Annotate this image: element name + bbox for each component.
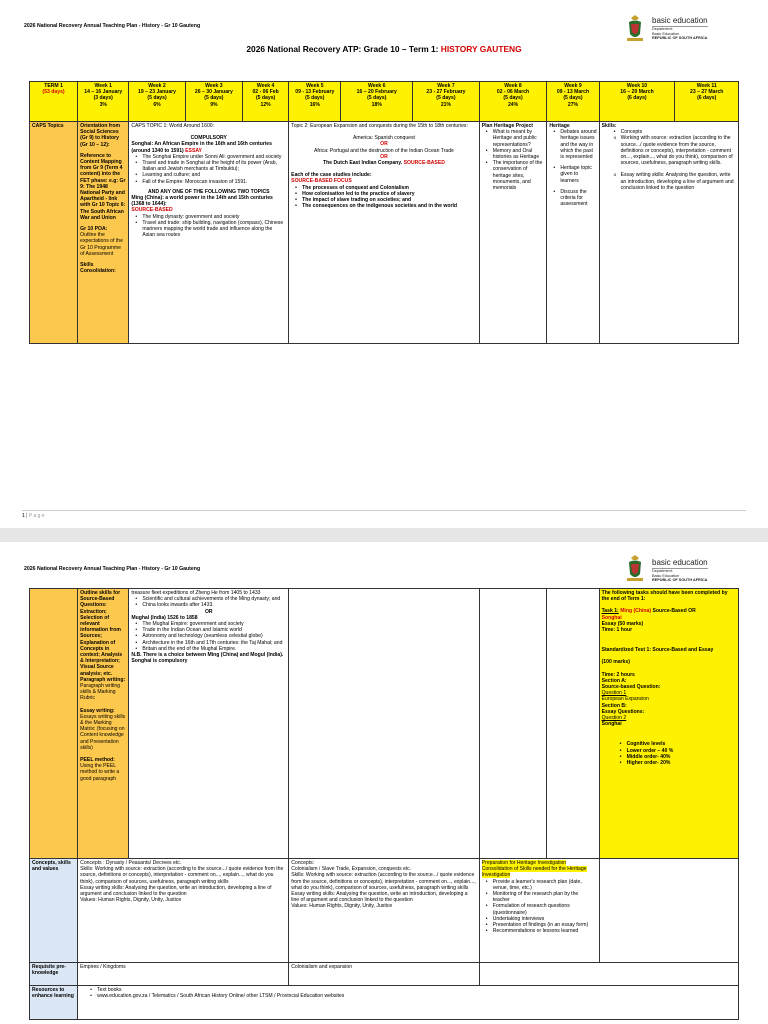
concepts-heading: Concepts: [291,860,315,866]
tasks-intro: The following tasks should have been completed by the end of Term 1: [601,590,728,603]
list-item: • www.education.gov.za / Telematics / South African History Online/ other LTSM / Provincial Education websites [86,993,736,999]
week-header: Week 7 23 - 27 February (5 days) 21% [413,82,480,122]
week-header: Week 10 16 – 20 March (6 days) [599,82,675,122]
heritage-prep-cell [479,859,599,963]
source-based-question: Source-based Question: [601,684,661,691]
list-item: • The consequences on the indigenous societies and in the world [291,203,477,209]
standardized-test: Standardized Test 1: Source-Based and Essay [601,647,714,654]
term-cell [30,82,78,122]
case-studies-label: Each of the case studies include: [291,172,372,179]
time-text: Time: 1 hour [601,627,633,634]
atp-table-term1-continued [29,588,739,1020]
essay-heading: Essay writing: [80,707,115,714]
essay-skills-text: Essay writing skills: Analysing the question, write an introduction, developing a line of argument and conclusion linked to the question [291,891,468,904]
footer-separator: | [24,513,29,519]
section-b: Section B: [601,702,627,709]
list-item: • China looks inwards after 1433. [131,602,286,608]
list-item: • Debates around heritage issues and the way in which the past is represented [549,129,596,160]
list-item: • Learning and culture; and [131,172,286,178]
list-item: • Text books [86,987,736,993]
week-header: Week 4 02 - 06 Feb (5 days) 12% [243,82,289,122]
list-item: • Discuss the criteria for assessment [549,189,596,208]
list-item: • Heritage topic given to learners [549,165,596,184]
orientation-text: Orientation from Social Sciences (Gr 9) to History (Gr 10 – 12): [80,123,121,148]
prep-heading: Preparation for Heritage Investigation [481,860,567,866]
empty-cell [547,589,599,859]
list-item: • The processes of conquest and Colonialism [291,185,477,191]
songhai-list [131,154,286,185]
list-item: • The Ming dynasty: government and society [131,214,286,220]
heritage-plan-heading: Plan Heritage Project [481,123,533,129]
list-item: • Monitoring of the research plan by the teacher [482,891,597,903]
heritage-plan-cell [479,122,547,344]
heritage-list [549,129,596,207]
ming-list [131,214,286,239]
africa-option: Africa: Portugal and the destruction of the Indian Ocean Trade [314,147,454,154]
songhai-heading: Songhai: An African Empire in the 16th and 16th centuries (around 1340 to 1591) [131,141,272,154]
topic1-cell [129,122,289,344]
list-item: • Cognitive levels [616,741,736,747]
document-title [0,44,768,54]
list-item: • The impact of slave trading on societies; and [291,197,477,203]
concepts-cell-2 [289,859,480,963]
atp-table-term1 [29,81,739,344]
nb-note: N.B. There is a choice between Ming (China) and Mogul (India). Songhai is compulsory [131,652,284,665]
coat-of-arms-icon [624,14,646,44]
resources-list [80,987,736,999]
caps-topics-label: CAPS Topics [30,122,78,344]
empty-topic2-cell [289,589,480,859]
empty-cell [479,963,738,986]
logo-sub: Basic Education [652,573,680,578]
page-number: 1 [22,513,25,519]
concepts-text: Concepts : Dynasty / Peasants/ Decrees etc. [80,860,182,866]
heritage-plan-list [482,129,545,191]
week-header: Week 11 23 – 27 March (6 days) [675,82,739,122]
list-item: • Middle order- 40% [616,754,736,760]
title-red: HISTORY GAUTENG [440,44,522,54]
list-item: • Scientific and cultural achievements of the Ming dynasty; and [131,596,286,602]
title-main: 2026 National Recovery ATP: Grade 10 – Term 1: [246,44,441,54]
running-header: 2026 National Recovery Annual Teaching Plan - History - Gr 10 Gauteng [24,23,201,29]
logo-sub: Department: [652,27,673,31]
essay-questions: Essay Questions: [601,708,645,715]
paragraph-text: Paragraph writing skills & Marking Rubric [80,683,121,702]
european-expansion: European Expansion [601,696,649,703]
skills-text: Skills: Working with source: extraction (according to the source.../ quote evidence from the source, definitions or concepts), interpretation - comment on..., explain..., what do you think), comparison of sources, usefulness, paragraph writing skills [80,866,284,885]
heritage-cell [547,122,599,344]
list-item: • Formulation of research questions (questionnaire) [482,903,597,915]
list-item: • Higher order- 20% [616,760,736,766]
resources-label: Resources to enhance learning [30,986,78,1020]
time-text: Time: 2 hours [601,671,635,678]
ming-heading: Ming (China): a world power in the 14th and 15th centuries (1368 to 1644): [131,195,273,208]
topic1-heading: CAPS TOPIC 1: World Around 1600: [131,123,215,129]
tasks-cell [599,589,738,859]
source-based-focus: SOURCE-BASED FOCUS [291,178,352,185]
marks-text: (100 marks) [601,659,630,666]
task1-label: Task 1: [601,608,619,615]
mughal-list [131,621,286,652]
prereq-cell-2: Colonialism and expansion [289,963,480,986]
peel-heading: PEEL method: [80,757,115,764]
week-header: Week 9 09 - 13 March (5 days) 27% [547,82,599,122]
skills-outline-cell [78,589,129,859]
empty-cell [599,859,738,963]
values-text: Values: Human Rights, Dignity, Unity, Justice [80,897,182,904]
poa-heading: Gr 10 POA: [80,226,108,233]
prereq-label: Requisite pre-knowledge [30,963,78,986]
list-item: • Architecture in the 16th and 17th centuries: the Taj Mahal; and [131,640,286,646]
list-item: • Astronomy and technology (seamless celestial globe) [131,633,286,639]
list-item: • Trade in the Indian Ocean and Islamic world [131,627,286,633]
term-days: (53 days) [42,89,65,96]
essay-text: Essays writing skills & the Marking Matrix: (focusing on Content knowledge and Presentation skills) [80,713,126,751]
ming-tag: Ming (China) [620,608,652,615]
or-label: OR [204,608,213,615]
concepts-text: Colonialism / Slave Trade, Expansion, conquests etc. [291,866,412,873]
list-item: • Undertaking interviews [482,916,597,922]
week-header: Week 5 09 - 13 February (5 days) 16% [289,82,341,122]
list-item: • Concepts [610,129,736,135]
prereq-cell-1: Empires / Kingdoms [78,963,289,986]
skills-cell [599,122,738,344]
coat-of-arms-icon [624,554,646,584]
logo-sub: Department: [652,569,673,573]
values-text: Values: Human Rights, Dignity, Unity, Justice [291,903,393,910]
page-footer [22,513,45,519]
source-based-tag: SOURCE-BASED [131,207,173,214]
department-logo-text [652,558,708,583]
week-header: Week 8 02 - 06 March (5 days) 24% [479,82,547,122]
skills-sublist [602,135,736,191]
list-item: • The importance of the conservation of heritage sites, monuments, and memorials [482,160,545,191]
list-item: • The Mughal Empire: government and society [131,621,286,627]
orientation-cell [78,122,129,344]
essay-tag: ESSAY [185,147,202,154]
section-a: Section A: [601,677,627,684]
topic2-cell [289,122,480,344]
logo-main: basic education [652,16,708,25]
ming-mughal-cell [129,589,289,859]
poa-text: Outline the expectations of the Gr 10 Programme of Assessment [80,232,123,257]
week-header: Week 2 19 – 23 January (5 days) 6% [129,82,185,122]
week-header: Week 1 14 – 16 January (3 days) 3% [78,82,129,122]
list-item: • Memory and Oral histories as Heritage [482,148,545,160]
cognitive-levels-list [602,741,736,766]
or-label: OR [380,153,388,160]
footer-label: P a g e [28,513,45,519]
running-header: 2026 National Recovery Annual Teaching Plan - History - Gr 10 Gauteng [24,566,201,572]
songhai-text: Songhai [601,721,622,728]
list-item: o Essay writing skills: Analysing the question, write an introduction, developing a line of argument and conclusion linked to the question [610,172,736,191]
source-skills-text: Outline skills for Source-Based Questions: Extraction; Selection of relevant information from Sources; Explanation of Concepts in context; Analysis & Interpretation; Visual Source analysis; etc. [80,590,123,677]
department-logo-text [652,16,708,41]
sb-or-text: Source-Based OR [652,608,696,615]
list-item: • Britain and the end of the Mughal Empire. [131,646,286,652]
ming-cont-list [131,596,286,608]
dutch-option: The Dutch East Indian Company. [323,160,403,167]
footer-rule [22,510,746,511]
list-item: • Lower order – 40 % [616,748,736,754]
skills-consolidation: Skills Consolidation: [80,262,116,275]
concepts-label: Concepts, skills and values [30,859,78,963]
prep-list [482,879,597,935]
list-item: • Recommendations or lessons learned [482,928,597,934]
resources-cell [78,986,739,1020]
heritage-heading: Heritage [549,123,570,129]
skills-text: Skills: Working with source: extraction (according to the source.../ quote evidence from the source, definitions or concepts), interpretation - comment on..., explain..., what do you think), comparison of sources, usefulness, paragraph writing skills [291,872,476,891]
songhai-tag: Songhai [601,614,622,621]
empty-cell [479,589,547,859]
peel-text: Using the PEEL method to write a good paragraph [80,763,120,782]
source-based-tag: SOURCE-BASED [403,160,445,167]
any-one-label: AND ANY ONE OF THE FOLLOWING TWO TOPICS [147,188,270,195]
logo-sub: Basic Education [652,31,680,36]
list-item: • Travel and trade: ship building, navigation (compass), Chinese mariners mapping the world trade and influence along the Asian sea routes [131,220,286,239]
list-item: • What is meant by Heritage and public representations? [482,129,545,148]
week-header: Week 3 26 – 30 January (5 days) 9% [185,82,242,122]
page-2 [0,542,768,1024]
term-label: TERM 1 [44,83,63,89]
concepts-cell-1 [78,859,289,963]
compulsory-label: COMPULSORY [190,135,227,142]
consolidation-heading: Consolidation of Skills needed for the Heritage Investigation [481,866,587,879]
logo-main: basic education [652,558,708,567]
mughal-heading: Mughal (India) 1526 to 1858 [131,614,198,621]
list-item: • Presentation of findings (in an essay form) [482,922,597,928]
list-item: • Travel and trade in Songhai at the height of its power (Arab, Italian and Jewish merchants at Timbuktu); [131,160,286,172]
question-1: Question 1 [601,690,627,697]
zheng-he-text: treasure fleet expeditions of Zheng He from 1405 to 1433 [131,590,261,596]
empty-label-cell [30,589,78,859]
content-mapping-detail: from Gr 9 (Term 4 content) into the FET phase: e.g: Gr 9: The 1948 National Party and Apartheid - link with Gr 10 Topic 6: The South African War and Union [80,165,126,221]
topic2-heading: Topic 2: European Expansion and conquests during the 15th to 18th centuries: [291,123,468,129]
week-header: Week 6 16 – 20 February (5 days) 18% [341,82,413,122]
essay-skills-text: Essay writing skills: Analysing the question, write an introduction, developing a line of argument and conclusion linked to the question [80,884,272,898]
list-item: • How colonisation led to the practice of slavery [291,191,477,197]
essay-marks: Essay (50 marks) [601,620,644,627]
logo-sub: REPUBLIC OF SOUTH AFRICA [652,36,708,40]
question-2: Question 2 [601,715,627,722]
content-mapping-text: Reference to Content Mapping [80,152,122,166]
logo-sub: REPUBLIC OF SOUTH AFRICA [652,578,708,582]
list-item: • The Songhai Empire under Sonni Ali: government and society [131,154,286,160]
case-study-list [291,185,477,210]
paragraph-heading: Paragraph writing: [80,676,126,683]
list-item: • Provide a learner's research plan (date, venue, time, etc.) [482,879,597,891]
skills-heading: Skills: [601,123,617,129]
list-item: • Fall of the Empire: Moroccan invasion of 1591. [131,179,286,185]
or-label: OR [380,141,388,148]
list-item: o Working with source: extraction (according to the source.../ quote evidence from the source, definitions or concepts), interpretation - comment on..., explain..., what do you think), comparison of sources, usefulness, paragraph writing skills. [610,135,736,166]
america-option: America: Spanish conquest [352,135,415,142]
